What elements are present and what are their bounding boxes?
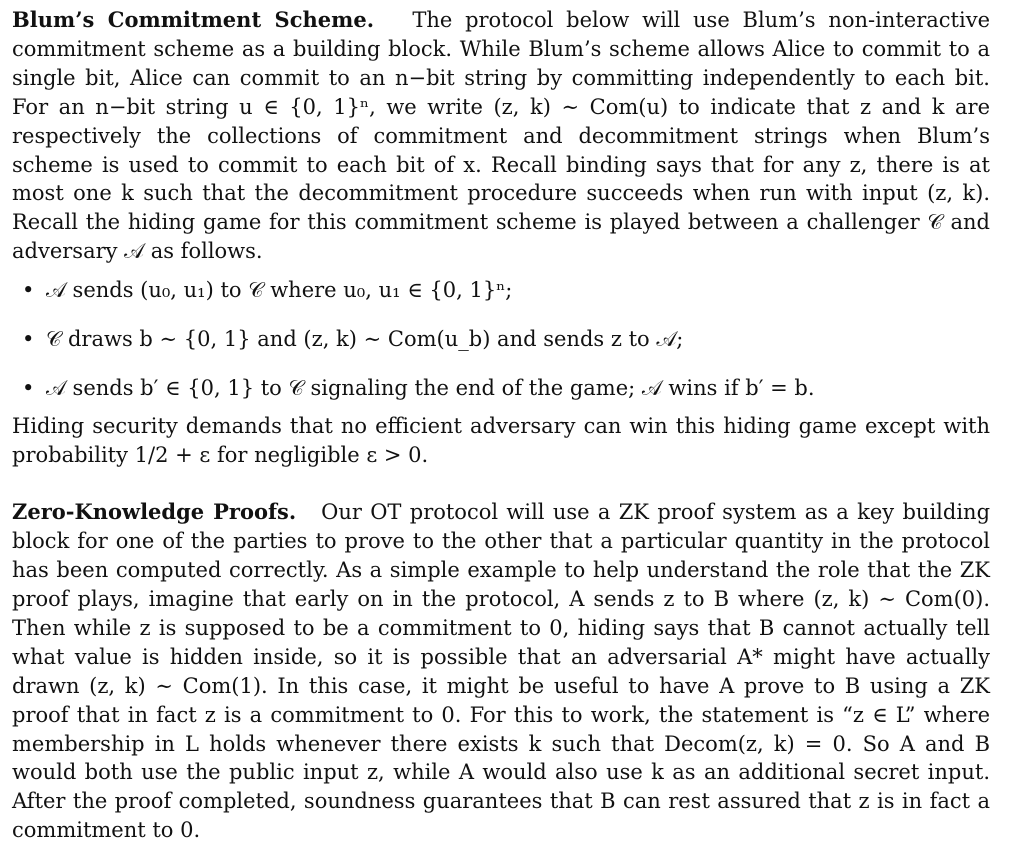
zk-paragraph-text: Our OT protocol will use a ZK proof system as a key building block for one of the parties to prove to the other that a particular quantity in the protocol has been computed correctly. As a simple example to help understand the role that the ZK proof plays, imagine that early on in the protocol, A sends z to B where (z, k) ∼ Com(0). Then while z is supposed to be a commitment to 0, hiding says that B cannot actually tell what value is hidden inside, so it is possible that an adversarial A* might have actually drawn (z, k) ∼ Com(1). In this case, it might be useful to have A prove to B using a ZK proof that in fact z is a commitment to 0. For this to work, the statement is “z ∈ L” where membership in L holds whenever there exists k such that Decom(z, k) = 0. So A and B would both use the public input z, while A would also use k as an additional secret input. After the proof completed, soundness guarantees that B can rest assured that z is in fact a commitment to 0. — [12, 500, 991, 843]
bullet-icon: • — [22, 326, 35, 351]
blum-paragraph-text: The protocol below will use Blum’s non-interactive commitment scheme as a building block. While Blum’s scheme allows Alice to commit to a single bit, Alice can commit to an n−bit string by committing independently to each bit. For an n−bit string u ∈ {0, 1}ⁿ, we write (z, k) ∼ Com(u) to indicate that z and k are respectively the collections of commitment and decommitment strings when Blum’s scheme is used to commit to each bit of x. Recall binding says that for any z, there is at most one k such that the decommitment procedure succeeds when run with input (z, k). Recall the hiding game for this commitment scheme is played between a challenger 𝒞 and adversary 𝒜 as follows. — [12, 8, 990, 264]
document-page — [12, 6, 990, 845]
hiding-game-list — [22, 276, 990, 402]
bullet-icon: • — [22, 278, 35, 303]
blum-paragraph — [12, 6, 990, 266]
list-item-text: 𝒜 sends b′ ∈ {0, 1} to 𝒞 signaling the end of the game; 𝒜 wins if b′ = b. — [46, 375, 815, 400]
blum-heading: Blum’s Commitment Scheme. — [12, 7, 375, 32]
list-item-text: 𝒜 sends (u₀, u₁) to 𝒞 where u₀, u₁ ∈ {0, 1}ⁿ; — [46, 278, 513, 303]
zk-heading: Zero-Knowledge Proofs. — [12, 499, 297, 525]
list-item-text: 𝒞 draws b ∼ {0, 1} and (z, k) ∼ Com(u_b) and sends z to 𝒜; — [46, 326, 684, 351]
hiding-security-paragraph: Hiding security demands that no efficient adversary can win this hiding game except with probability 1/2 + ε for negligible ε > 0. — [12, 414, 990, 468]
bullet-icon: • — [22, 375, 35, 400]
list-item — [22, 325, 990, 354]
zk-paragraph — [12, 498, 990, 845]
list-item — [22, 276, 990, 305]
list-item — [22, 374, 990, 403]
